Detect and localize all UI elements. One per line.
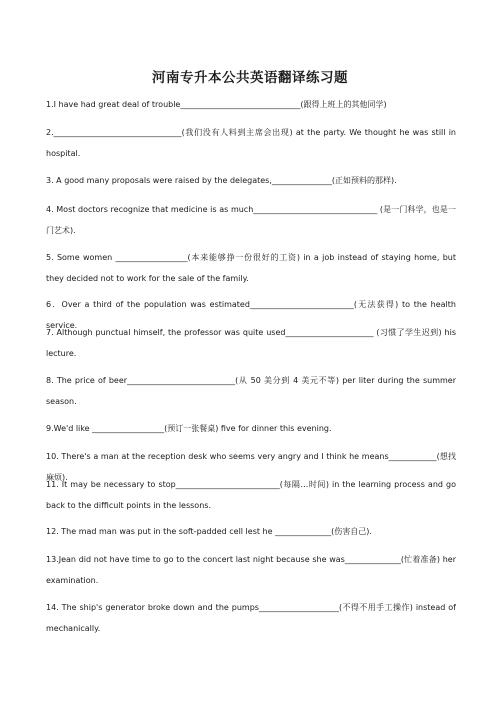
question-14: 14. The ship's generator broke down and the pumps____________________(不得不用手工操作) instead of mechanically.: [46, 603, 456, 633]
question-10: 10. There's a man at the reception desk who seems very angry and I think he means____________(想找麻烦).: [46, 452, 456, 482]
question-5: 5. Some women __________________(本来能够挣一份很好的工资) in a job instead of staying home, but they decided not to work for the sale of the family.: [46, 253, 456, 283]
question-6: 6．Over a third of the population was estimated__________________________(无法获得) to the health service.: [46, 300, 456, 330]
question-11: 11. It may be necessary to stop__________________________(每隔…时间) in the learning process and go back to the difficult points in the lessons.: [46, 480, 456, 510]
question-3: 3. A good many proposals were raised by the delegates,_______________(正如预料的那样).: [46, 176, 397, 185]
page-title: 河南专升本公共英语翻译练习题: [152, 70, 348, 86]
question-8: 8. The price of beer___________________________(从 50 美分到 4 美元不等) per liter during the summer season.: [46, 376, 456, 406]
question-9: 9.We'd like __________________(预订一张餐桌) five for dinner this evening.: [46, 424, 332, 433]
question-4: 4. Most doctors recognize that medicine is as much_______________________________ (是一门科学，也是一门艺术).: [46, 205, 456, 235]
question-12: 12. The mad man was put in the soft-padded cell lest he ______________(伤害自己).: [46, 527, 372, 536]
question-2: 2.________________________________(我们没有人料到主席会出现) at the party. We thought he was still in hospital.: [46, 128, 456, 158]
question-1: 1.I have had great deal of trouble______________________________(跟得上班上的其他同学): [46, 100, 387, 109]
question-7: 7. Although punctual himself, the professor was quite used______________________ (习惯了学生迟到) his lecture.: [46, 328, 456, 358]
question-13: 13.Jean did not have time to go to the concert last night because she was______________(忙着准备) her examination.: [46, 555, 456, 585]
